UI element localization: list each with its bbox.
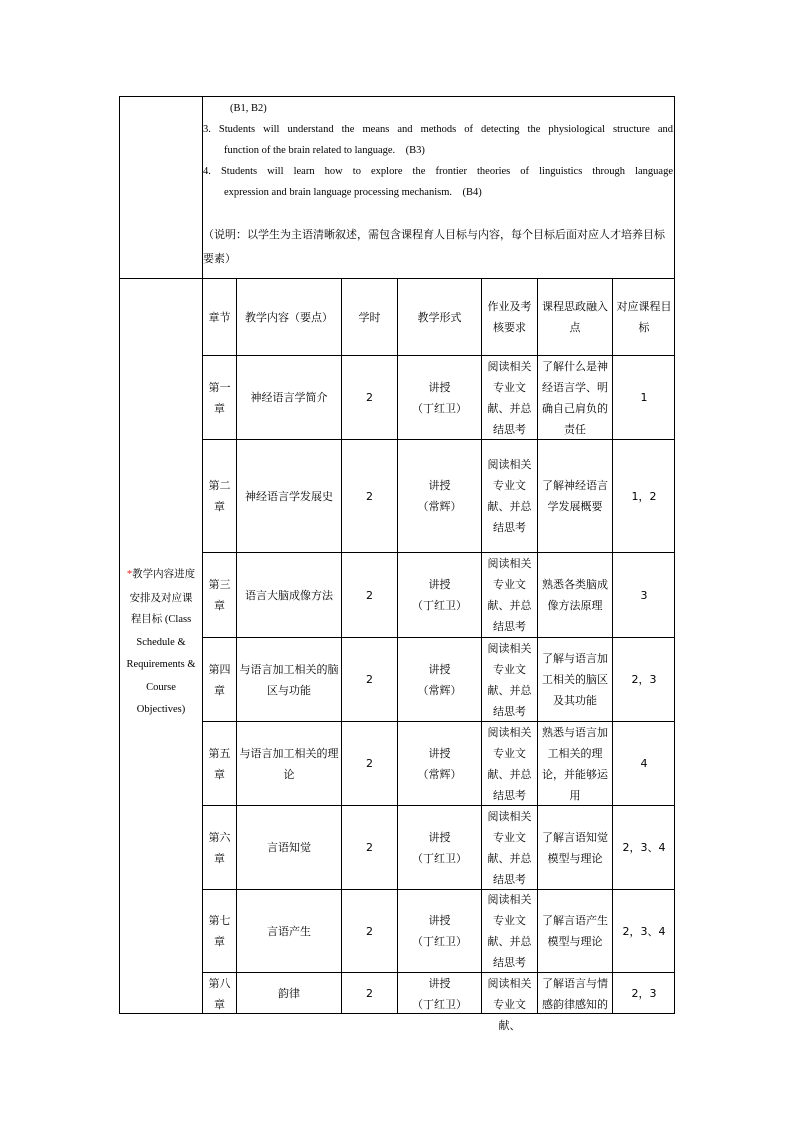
header-form-text: 教学形式 [417,310,462,324]
chapter-cell-text: 第三章 [208,578,231,612]
hours-cell-text: 2 [366,757,373,770]
chapter-cell [203,553,236,637]
homework-cell-text: 阅读相关专业文献、并总结思考 [487,359,532,436]
content-cell-text: 神经语言学简介 [250,391,328,404]
header-target-text: 对应课程目标 [616,300,672,334]
chapter-cell [203,806,236,889]
form-cell-text: （丁红卫） [412,935,467,948]
objective-b1b2: (B1, B2) [230,103,267,114]
form-cell [398,553,481,637]
target-cell [613,440,675,552]
form-cell-text: （常辉） [417,767,462,781]
header-hours-text: 学时 [358,310,381,324]
content-cell-text: 韵律 [278,987,300,1000]
form-cell [398,440,481,552]
hours-cell [342,356,397,439]
chapter-cell [203,973,236,1014]
schedule-side-label [120,563,202,722]
form-cell [398,973,481,1014]
header-homework [482,279,537,355]
chapter-cell-text: 第七章 [208,914,231,948]
content-cell-text: 神经语言学发展史 [245,489,333,503]
hours-cell [342,440,397,552]
side-label-line1: 教学内容进度 [132,568,196,580]
hours-cell [342,890,397,972]
homework-cell [482,638,537,721]
ideology-cell [538,890,612,972]
hours-cell [342,806,397,889]
form-cell [398,638,481,721]
form-cell-text: （常辉） [417,500,462,513]
content-cell [237,806,341,889]
homework-cell [482,806,537,889]
chapter-cell-text: 第六章 [208,830,231,865]
objective-3-line2: function of the brain related to language. (B3) [224,145,425,156]
target-cell-text: 3 [640,588,648,602]
target-cell-text: 1 [640,391,648,404]
target-cell-text: 1，2 [631,489,657,503]
side-label-line7: Objectives) [136,704,186,715]
target-cell [613,722,675,805]
homework-cell-text: 阅读相关专业文献、 [487,977,532,1032]
chapter-cell [203,890,236,972]
ideology-cell [538,440,612,552]
target-cell [613,890,675,972]
ideology-cell [538,638,612,721]
header-chapter-text: 章节 [208,310,231,324]
homework-cell-text: 阅读相关专业文献、并总结思考 [487,641,532,718]
target-cell-text: 2，3 [631,987,657,1000]
homework-cell-text: 阅读相关专业文献、并总结思考 [487,809,532,886]
header-form [398,279,481,355]
homework-cell [482,553,537,637]
homework-cell-text: 阅读相关专业文献、并总结思考 [487,557,532,633]
form-cell [398,806,481,889]
form-cell-text: 讲授 [428,662,451,676]
form-cell-text: 讲授 [428,746,451,760]
form-cell-text: 讲授 [428,380,451,394]
ideology-cell-text: 了解与语言加工相关的脑区及其功能 [542,652,608,707]
ideology-cell [538,356,612,439]
homework-cell [482,722,537,805]
content-cell [237,638,341,721]
hours-cell-text: 2 [366,391,373,404]
content-cell [237,553,341,637]
form-cell-text: （丁红卫） [412,599,467,612]
form-cell-text: 讲授 [428,914,451,927]
hours-cell-text: 2 [366,673,373,686]
chapter-cell [203,638,236,721]
homework-cell [482,890,537,972]
ideology-cell-text: 了解言语知觉模型与理论 [542,830,608,865]
target-cell [613,638,675,721]
header-homework-text: 作业及考核要求 [487,300,532,334]
hours-cell [342,638,397,721]
content-cell-text: 言语知觉 [267,841,311,854]
target-cell [613,806,675,889]
form-cell [398,890,481,972]
chapter-cell-text: 第五章 [208,746,231,781]
content-cell-text: 与语言加工相关的理论 [239,746,339,781]
homework-cell [482,440,537,552]
homework-cell-text: 阅读相关专业文献、并总结思考 [487,725,532,802]
ideology-cell-text: 了解什么是神经语言学、明确自己肩负的责任 [542,359,608,436]
target-cell [613,356,675,439]
chapter-cell-text: 第一章 [208,380,231,415]
hours-cell-text: 2 [366,588,373,602]
form-cell-text: 讲授 [428,977,451,990]
hours-cell-text: 2 [366,841,373,854]
ideology-cell-text: 熟悉各类脑成像方法原理 [542,578,608,612]
chapter-cell-text: 第八章 [208,977,231,1011]
content-cell-text: 言语产生 [267,924,311,938]
form-cell-text: 讲授 [428,830,451,844]
side-label-line5: Requirements & [126,659,196,670]
ideology-cell [538,553,612,637]
header-content [237,279,341,355]
target-cell-text: 2，3、4 [622,841,666,854]
homework-cell-text: 阅读相关专业文献、并总结思考 [487,458,532,534]
chapter-cell-text: 第二章 [208,479,231,513]
chapter-cell [203,722,236,805]
ideology-cell-text: 了解语言与情感韵律感知的 [542,977,608,1011]
homework-cell [482,356,537,439]
header-ideology-text: 课程思政融入点 [542,300,608,334]
form-cell-text: （丁红卫） [412,998,467,1011]
hours-cell [342,553,397,637]
form-cell-text: 讲授 [428,578,451,591]
chapter-cell [203,356,236,439]
header-content-text: 教学内容（要点） [245,310,333,324]
objective-3-line1: 3. Students will understand the means and methods of detecting the physiological structure and [203,124,673,135]
objective-4-line2: expression and brain language processing mechanism. (B4) [224,187,482,198]
ideology-cell [538,806,612,889]
form-cell-text: （丁红卫） [412,851,467,865]
hours-cell-text: 2 [366,489,373,503]
target-cell [613,973,675,1014]
ideology-cell-text: 了解言语产生模型与理论 [542,914,608,948]
required-star: * [126,569,133,580]
side-label-line2: 安排及对应课 [129,591,193,604]
content-cell [237,890,341,972]
chapter-cell [203,440,236,552]
target-cell-text: 4 [640,757,648,770]
form-cell [398,722,481,805]
content-cell-text: 与语言加工相关的脑区与功能 [239,662,339,697]
content-cell [237,973,341,1014]
header-chapter [203,279,236,355]
side-label-line3: 程目标 (Class [130,614,192,625]
ideology-cell-text: 熟悉与语言加工相关的理论，并能够运用 [542,725,608,802]
content-cell [237,356,341,439]
hours-cell-text: 2 [366,924,373,938]
target-cell-text: 2，3、4 [622,924,666,938]
form-cell [398,356,481,439]
hours-cell [342,973,397,1014]
form-cell-text: （常辉） [417,683,462,697]
objective-4-line1: 4. Students will learn how to explore the frontier theories of linguistics through language [203,166,673,177]
hours-cell-text: 2 [366,987,373,1000]
form-cell-text: （丁红卫） [412,401,467,415]
header-target [613,279,675,355]
side-label-line6: Course [146,681,176,693]
target-cell [613,553,675,637]
ideology-cell [538,722,612,805]
homework-cell [482,973,537,1032]
header-hours [342,279,397,355]
ideology-cell [538,973,612,1014]
header-ideology [538,279,612,355]
form-cell-text: 讲授 [428,479,451,492]
content-cell [237,722,341,805]
target-cell-text: 2，3 [631,673,657,686]
hours-cell [342,722,397,805]
ideology-cell-text: 了解神经语言学发展概要 [542,479,608,513]
content-cell-text: 语言大脑成像方法 [245,588,333,602]
content-cell [237,440,341,552]
side-label-line4: Schedule & [136,636,186,648]
objectives-note: （说明：以学生为主语清晰叙述，需包含课程育人目标与内容，每个目标后面对应人才培养目标要素） [203,228,665,265]
homework-cell-text: 阅读相关专业文献、并总结思考 [487,893,532,969]
chapter-cell-text: 第四章 [208,662,231,697]
